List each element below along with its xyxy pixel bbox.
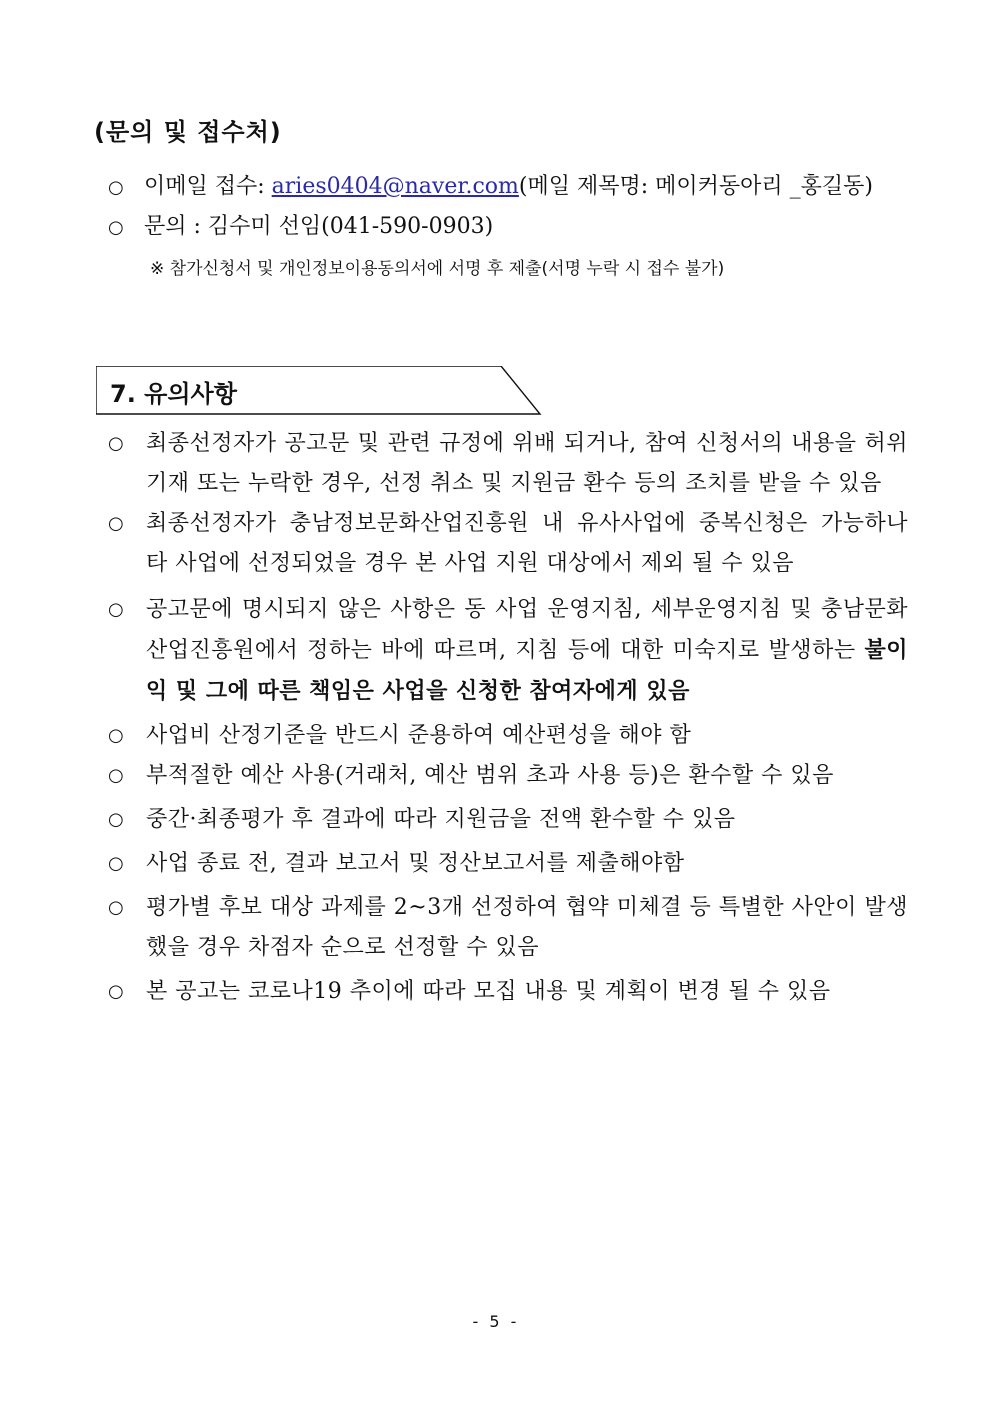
email-link[interactable]: aries0404@naver.com <box>271 174 519 199</box>
notice-text-emphasis: 불이익 및 그에 따른 책임은 사업을 신청한 참여자에게 있음 <box>146 637 908 704</box>
bullet: ○ <box>108 809 124 830</box>
section-heading-box <box>96 366 542 416</box>
notice-text-body: 중간·최종평가 후 결과에 따라 지원금을 전액 환수할 수 있음 <box>146 807 736 832</box>
notice-text-body: 공고문에 명시되지 않은 사항은 동 사업 운영지침, 세부운영지침 및 충남문화산업진흥원에서 정하는 바에 따르며, 지침 등에 대한 미숙지로 발생하는 <box>146 597 908 663</box>
bullet: ○ <box>108 599 124 620</box>
email-label: 이메일 접수: <box>144 174 272 199</box>
notice-text-body: 최종선정자가 공고문 및 관련 규정에 위배 되거나, 참여 신청서의 내용을 허위 기재 또는 누락한 경우, 선정 취소 및 지원금 환수 등의 조치를 받을 수 있음 <box>146 431 908 496</box>
contact-heading: (문의 및 접수처) <box>94 118 282 146</box>
notice-item <box>108 844 908 884</box>
notice-text-body: 평가별 후보 대상 과제를 2~3개 선정하여 협약 미체결 등 특별한 사안이 발생했을 경우 차점자 순으로 선정할 수 있음 <box>146 895 908 960</box>
notice-text <box>146 424 908 504</box>
notice-item <box>108 424 908 504</box>
email-subject-note: (메일 제목명: 메이커동아리 _홍길동) <box>518 174 873 199</box>
notice-list <box>108 424 908 1012</box>
notice-text-body: 사업비 산정기준을 반드시 준용하여 예산편성을 해야 함 <box>146 723 692 748</box>
notice-text-body: 부적절한 예산 사용(거래처, 예산 범위 초과 사용 등)은 환수할 수 있음 <box>146 763 834 788</box>
notice-text <box>146 504 908 584</box>
notice-item <box>108 716 908 756</box>
notice-text <box>146 800 908 840</box>
bullet: ○ <box>108 433 124 454</box>
notice-text <box>146 756 908 796</box>
section-title: 7. 유의사항 <box>110 380 237 408</box>
notice-item <box>108 800 908 840</box>
bullet: ○ <box>108 765 124 786</box>
notice-text-body: 최종선정자가 충남정보문화산업진흥원 내 유사사업에 중복신청은 가능하나 타 사업에 선정되었을 경우 본 사업 지원 대상에서 제외 될 수 있음 <box>146 511 908 576</box>
bullet: ○ <box>108 725 124 746</box>
inquiry-line <box>108 212 493 243</box>
bullet: ○ <box>108 981 124 1002</box>
bullet: ○ <box>108 853 124 874</box>
email-line <box>108 172 873 203</box>
notice-text-body: 사업 종료 전, 결과 보고서 및 정산보고서를 제출해야함 <box>146 851 685 876</box>
notice-text <box>146 888 908 968</box>
bullet: ○ <box>108 897 124 918</box>
notice-item <box>108 590 908 712</box>
inquiry-text: 문의 : 김수미 선임(041-590-0903) <box>144 214 494 239</box>
bullet: ○ <box>108 217 124 238</box>
notice-text <box>146 716 908 756</box>
signature-note: ※ 참가신청서 및 개인정보이용동의서에 서명 후 제출(서명 누락 시 접수 불가) <box>150 259 725 279</box>
notice-text <box>146 972 908 1012</box>
bullet: ○ <box>108 513 124 534</box>
notice-text-body: 본 공고는 코로나19 추이에 따라 모집 내용 및 계획이 변경 될 수 있음 <box>146 979 831 1004</box>
notice-item <box>108 756 908 796</box>
notice-text <box>146 844 908 884</box>
page-number: - 5 - <box>472 1312 520 1331</box>
bullet: ○ <box>108 177 124 198</box>
notice-item <box>108 888 908 968</box>
notice-item <box>108 972 908 1012</box>
notice-text <box>146 590 908 712</box>
notice-item <box>108 504 908 584</box>
